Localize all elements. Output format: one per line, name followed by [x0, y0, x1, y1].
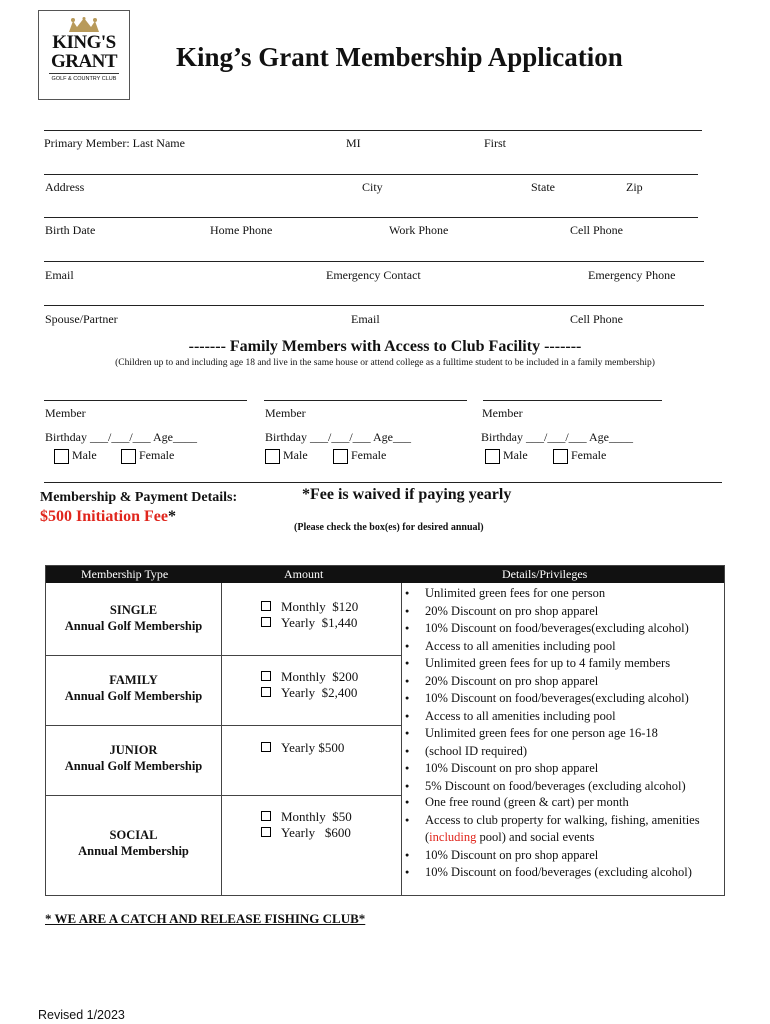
header-membership-type: Membership Type	[81, 567, 169, 581]
highlight-including: including	[429, 830, 477, 844]
female-label: Female	[351, 448, 387, 462]
amount-period: Yearly $500	[281, 740, 345, 755]
table-row-family-type	[46, 672, 221, 704]
label-spouse-email: Email	[351, 312, 380, 326]
list-item-continuation: (school ID required)	[425, 743, 528, 758]
junior-yearly-option[interactable]	[261, 740, 344, 756]
list-item: ● 10% Discount on food/beverages(excluding alcohol)	[401, 620, 724, 638]
male-label: Male	[283, 448, 308, 462]
amount-price: $2,400	[321, 685, 358, 700]
member-2-line[interactable]	[264, 400, 467, 401]
social-details	[401, 794, 724, 882]
list-item: ● One free round (green & cart) per month	[401, 794, 724, 812]
single-monthly-checkbox[interactable]	[261, 601, 271, 611]
row-divider-1	[46, 655, 401, 656]
amount-price: $1,440	[321, 615, 358, 630]
type-sub: Annual Membership	[78, 844, 189, 858]
initiation-fee-star: *	[168, 508, 176, 525]
logo-divider	[49, 73, 119, 74]
list-item: ● 10% Discount on pro shop apparel	[401, 847, 724, 865]
list-item: ● 10% Discount on pro shop apparel	[401, 760, 724, 778]
header-amount: Amount	[284, 567, 324, 581]
label-cell-phone: Cell Phone	[570, 223, 623, 237]
list-item: ● Access to all amenities including pool	[401, 708, 724, 726]
fee-waived-note: *Fee is waived if paying yearly	[302, 486, 512, 503]
club-logo	[38, 10, 130, 100]
female-label: Female	[571, 448, 607, 462]
amount-period: Yearly	[281, 615, 316, 630]
list-item	[401, 743, 724, 761]
list-item: ● Unlimited green fees for one person age 16-18	[401, 725, 724, 743]
check-boxes-note: (Please check the box(es) for desired annual)	[294, 522, 484, 533]
field-line-row2[interactable]	[44, 174, 698, 175]
family-details	[401, 655, 724, 725]
table-row-junior-type	[46, 742, 221, 774]
label-email: Email	[45, 268, 74, 282]
type-name: FAMILY	[109, 673, 158, 687]
table-row-social-type	[46, 827, 221, 859]
row-divider-3	[46, 795, 401, 796]
catch-and-release-note: * WE ARE A CATCH AND RELEASE FISHING CLUB*	[45, 911, 366, 926]
male-label: Male	[503, 448, 528, 462]
member-3-female-checkbox[interactable]	[553, 449, 568, 464]
member-3-line[interactable]	[483, 400, 662, 401]
label-mi: MI	[346, 136, 361, 150]
list-item: ● Unlimited green fees for up to 4 family members	[401, 655, 724, 673]
type-sub: Annual Golf Membership	[64, 619, 203, 633]
family-members-note: (Children up to and including age 18 and live in the same house or attend college as a fulltime student to be included in a family membership)	[115, 358, 655, 368]
logo-line-2: GRANT	[50, 51, 118, 72]
member-2-label: Member	[265, 406, 306, 420]
single-details	[401, 585, 724, 655]
member-3-male-checkbox[interactable]	[485, 449, 500, 464]
label-address: Address	[45, 180, 85, 194]
label-emergency-contact: Emergency Contact	[326, 268, 421, 282]
table-row-single-type	[46, 602, 221, 634]
amount-price: $120	[332, 599, 359, 614]
amount-period: Yearly	[281, 825, 316, 840]
member-2-female-option[interactable]	[333, 447, 386, 464]
list-item: ● Access to all amenities including pool	[401, 638, 724, 656]
label-home-phone: Home Phone	[210, 223, 273, 237]
field-line-row3[interactable]	[44, 217, 698, 218]
member-3-birthday[interactable]: Birthday ___/___/___ Age____	[481, 430, 633, 444]
label-city: City	[362, 180, 383, 194]
field-line-row4[interactable]	[44, 261, 704, 262]
label-work-phone: Work Phone	[389, 223, 449, 237]
payment-details-heading: Membership & Payment Details:	[40, 490, 238, 505]
initiation-fee	[40, 508, 176, 526]
single-yearly-option[interactable]	[261, 615, 357, 631]
type-name: SOCIAL	[109, 828, 158, 842]
list-item: ● 20% Discount on pro shop apparel	[401, 673, 724, 691]
member-2-female-checkbox[interactable]	[333, 449, 348, 464]
type-name: JUNIOR	[109, 743, 158, 757]
social-yearly-checkbox[interactable]	[261, 827, 271, 837]
member-1-label: Member	[45, 406, 86, 420]
page-title: King’s Grant Membership Application	[176, 42, 623, 72]
amount-period: Yearly	[281, 685, 316, 700]
section-divider	[44, 482, 722, 483]
male-label: Male	[72, 448, 97, 462]
label-state: State	[531, 180, 555, 194]
junior-yearly-checkbox[interactable]	[261, 742, 271, 752]
member-3-female-option[interactable]	[553, 447, 606, 464]
single-monthly-option[interactable]	[261, 599, 358, 615]
family-members-heading: ------- Family Members with Access to Club Facility -------	[188, 338, 582, 355]
type-sub: Annual Golf Membership	[64, 759, 203, 773]
label-spouse-partner: Spouse/Partner	[45, 312, 118, 326]
family-monthly-checkbox[interactable]	[261, 671, 271, 681]
amount-period: Monthly	[281, 809, 326, 824]
initiation-fee-text: $500 Initiation Fee	[40, 508, 168, 525]
field-line-row1[interactable]	[44, 130, 702, 131]
social-yearly-option[interactable]	[261, 825, 351, 841]
junior-details	[401, 725, 724, 795]
amount-price: $600	[324, 825, 351, 840]
label-last-name: Primary Member: Last Name	[44, 136, 185, 150]
logo-line-1: KING'S	[52, 32, 116, 53]
column-divider-1	[221, 583, 222, 895]
member-1-birthday[interactable]: Birthday ___/___/___ Age____	[45, 430, 197, 444]
family-yearly-checkbox[interactable]	[261, 687, 271, 697]
member-2-male-checkbox[interactable]	[265, 449, 280, 464]
member-1-female-checkbox[interactable]	[121, 449, 136, 464]
list-item: ● 5% Discount on food/beverages (excluding alcohol)	[401, 778, 724, 796]
member-2-male-option[interactable]	[265, 447, 308, 464]
member-3-male-option[interactable]	[485, 447, 528, 464]
row-divider-2	[46, 725, 401, 726]
list-item-text: pool) and social events	[476, 830, 595, 844]
amount-price: $200	[332, 669, 359, 684]
label-emergency-phone: Emergency Phone	[588, 268, 676, 282]
list-item: ● Unlimited green fees for one person	[401, 585, 724, 603]
social-monthly-checkbox[interactable]	[261, 811, 271, 821]
member-1-line[interactable]	[44, 400, 247, 401]
list-item-text: Access to club property for walking, fishing, amenities (	[425, 812, 700, 844]
amount-price: $50	[332, 809, 352, 824]
member-1-female-option[interactable]	[121, 447, 174, 464]
member-2-birthday[interactable]: Birthday ___/___/___ Age___	[265, 430, 411, 444]
single-yearly-checkbox[interactable]	[261, 617, 271, 627]
family-yearly-option[interactable]	[261, 685, 357, 701]
label-zip: Zip	[626, 180, 643, 194]
revision-date: Revised 1/2023	[38, 1008, 125, 1022]
type-sub: Annual Golf Membership	[64, 689, 203, 703]
type-name: SINGLE	[109, 603, 158, 617]
logo-line-3: GOLF & COUNTRY CLUB	[51, 76, 117, 82]
member-1-male-option[interactable]	[54, 447, 97, 464]
amount-period: Monthly	[281, 599, 326, 614]
table-header	[46, 566, 724, 583]
field-line-row5[interactable]	[44, 305, 704, 306]
membership-table	[45, 565, 725, 896]
label-spouse-cell-phone: Cell Phone	[570, 312, 623, 326]
list-item	[401, 812, 724, 847]
social-monthly-option[interactable]	[261, 809, 352, 825]
list-item: ● 10% Discount on food/beverages(excluding alcohol)	[401, 690, 724, 708]
member-1-male-checkbox[interactable]	[54, 449, 69, 464]
female-label: Female	[139, 448, 175, 462]
member-3-label: Member	[482, 406, 523, 420]
header-details: Details/Privileges	[502, 567, 588, 581]
crest-icon	[67, 17, 101, 33]
list-item: ● 10% Discount on food/beverages (excluding alcohol)	[401, 864, 724, 882]
label-first: First	[484, 136, 507, 150]
amount-period: Monthly	[281, 669, 326, 684]
family-monthly-option[interactable]	[261, 669, 358, 685]
list-item: ● 20% Discount on pro shop apparel	[401, 603, 724, 621]
label-birth-date: Birth Date	[45, 223, 96, 237]
